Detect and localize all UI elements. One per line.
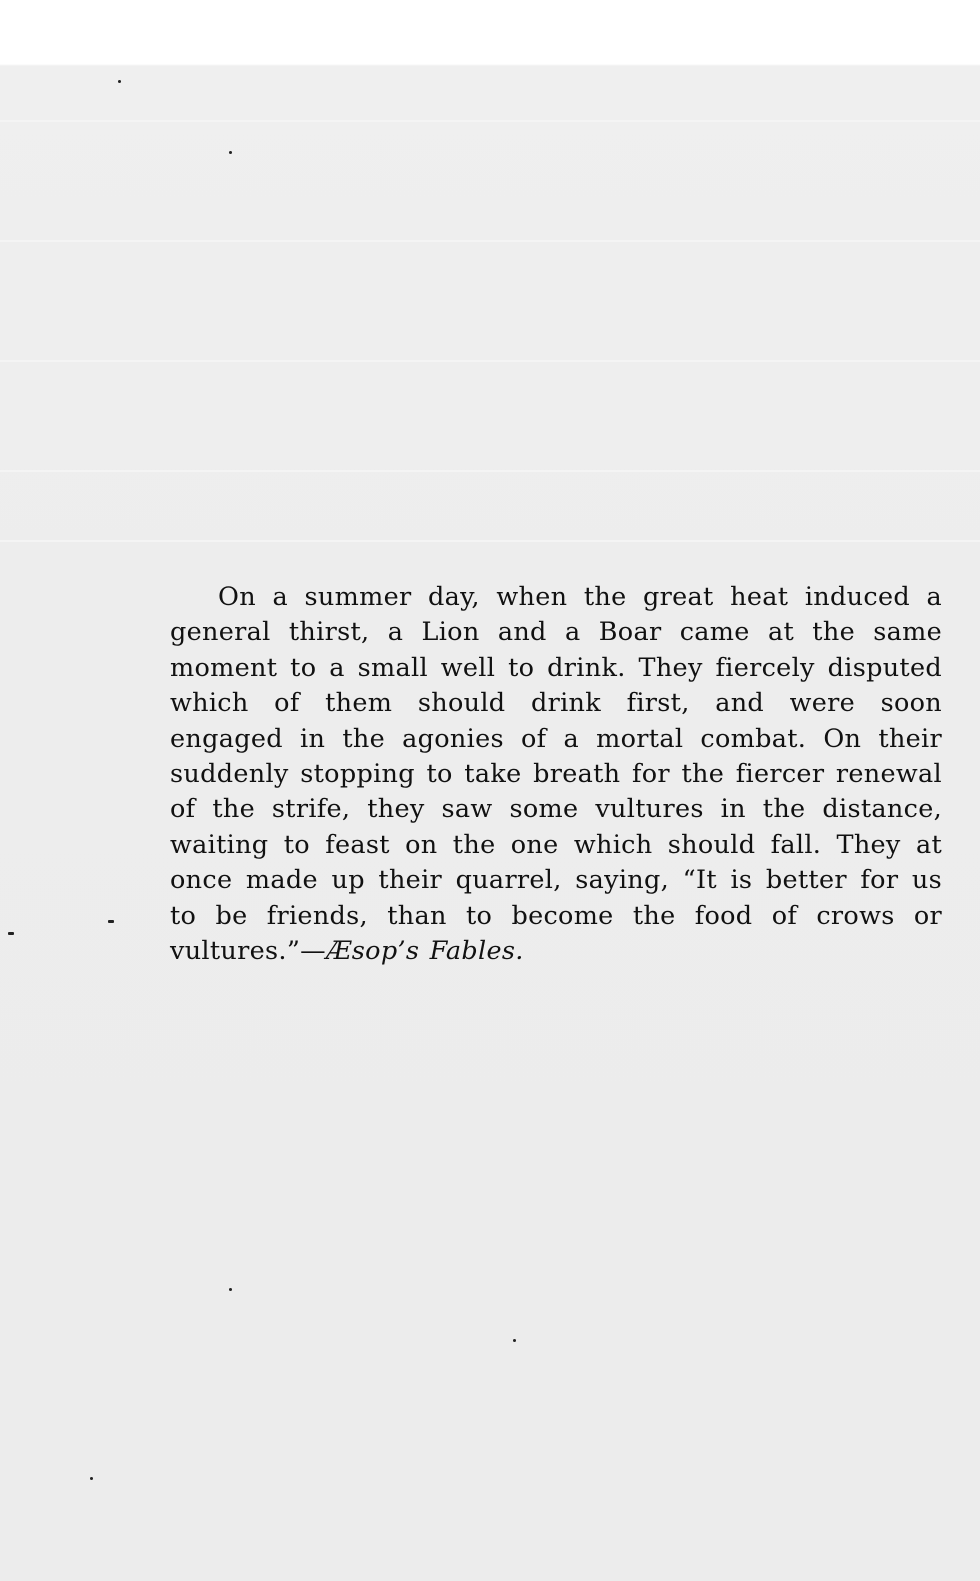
scan-streak bbox=[0, 360, 980, 362]
scan-speck bbox=[118, 80, 121, 83]
scan-speck bbox=[108, 920, 114, 923]
scan-speck bbox=[513, 1339, 516, 1342]
fable-body-text: On a summer day, when the great heat induced a general thirst, a Lion and a Boar came at the same moment to a small well to drink. They fiercely disputed which of them should drink first, and were soon engaged in the agonies of a mortal combat. On their suddenly stopping to take breath for the fiercer renewal of the strife, they saw some vultures in the distance, waiting to feast on the one which should fall. They at once made up their quarrel, saying, “It is better for us to be friends, than to become the food of crows or vultures.”— bbox=[170, 582, 942, 967]
scan-speck bbox=[229, 1288, 232, 1291]
scan-streak bbox=[0, 540, 980, 542]
fable-paragraph bbox=[170, 580, 942, 969]
scan-streak bbox=[0, 470, 980, 472]
fable-attribution: Æsop’s Fables. bbox=[325, 936, 524, 967]
scan-streak bbox=[0, 240, 980, 242]
scan-speck bbox=[229, 151, 232, 154]
scan-speck bbox=[8, 932, 14, 935]
scan-speck bbox=[90, 1477, 93, 1480]
scan-streak bbox=[0, 120, 980, 122]
